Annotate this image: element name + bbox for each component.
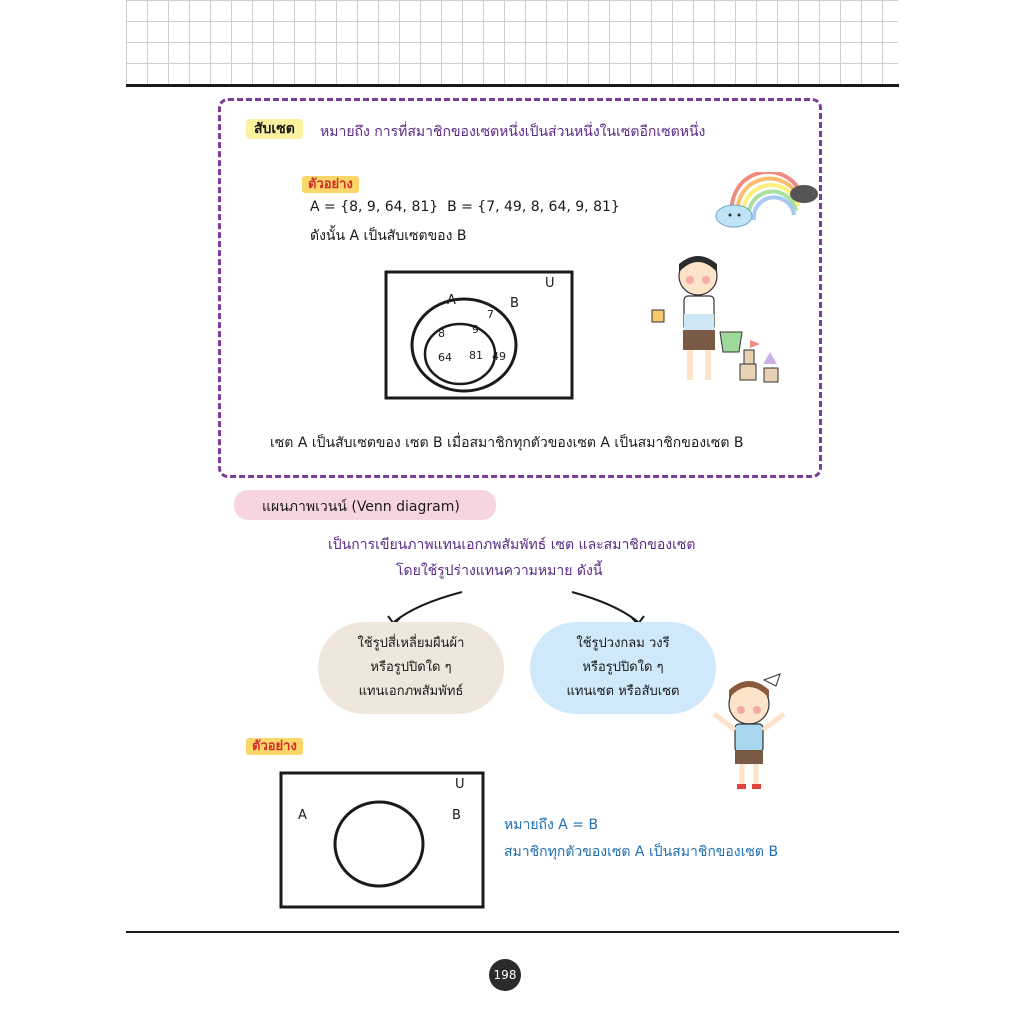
element-7: 7 <box>487 308 494 321</box>
element-49: 49 <box>492 350 506 363</box>
waving-kid-illustration <box>706 664 792 792</box>
bubble-right-line1: ใช้รูปวงกลม วงรี <box>576 636 670 651</box>
arrow-left <box>394 592 462 622</box>
subset-footer: เซต A เป็นสับเซตของ เซต B เมื่อสมาชิกทุกตัวของเซต A เป็นสมาชิกของเซต B <box>270 435 744 451</box>
venn2-label-a: A <box>298 808 307 823</box>
bubble-left-line2: หรือรูปปิดใด ๆ <box>370 660 452 675</box>
bubble-set-shape <box>530 622 716 714</box>
bubble-universe-shape <box>318 622 504 714</box>
subset-definition: หมายถึง การที่สมาชิกของเซตหนึ่งเป็นส่วนหนึ่งในเซตอีกเซตหนึ่ง <box>320 124 706 140</box>
bubble-left-line1: ใช้รูปสี่เหลี่ยมผืนผ้า <box>357 636 465 651</box>
element-64: 64 <box>438 351 452 364</box>
arrow-right <box>572 592 638 622</box>
top-rule <box>126 84 899 87</box>
element-81: 81 <box>469 349 483 362</box>
venn-example-tag-wrap <box>246 735 303 756</box>
element-9: 9 <box>472 323 479 336</box>
meaning-line1: หมายถึง A = B <box>504 817 599 833</box>
venn-label-a: A <box>447 293 456 308</box>
sets-line: A = {8, 9, 64, 81} B = {7, 49, 8, 64, 9, 81} <box>310 199 620 215</box>
venn-intro-line2: โดยใช้รูปร่างแทนความหมาย ดังนี้ <box>396 563 603 579</box>
subset-term-highlight <box>246 118 303 140</box>
grid-paper-header <box>126 0 898 84</box>
rainbow-cloud-illustration <box>712 172 820 232</box>
subset-term: สับเซต <box>246 119 303 139</box>
subset-example-tag-wrap <box>302 173 359 194</box>
bottom-rule <box>126 931 899 933</box>
meaning-line2: สมาชิกทุกตัวของเซต A เป็นสมาชิกของเซต B <box>504 844 779 860</box>
set-ab-circle <box>335 802 423 886</box>
boy-sandcastle-illustration <box>646 252 786 390</box>
element-8: 8 <box>438 327 445 340</box>
bubble-left-line3: แทนเอกภพสัมพัทธ์ <box>358 684 464 699</box>
venn-label-b: B <box>510 296 519 311</box>
venn-example-tag: ตัวอย่าง <box>246 738 303 755</box>
page-number: 198 <box>489 959 521 991</box>
venn-label-u: U <box>545 276 555 291</box>
subset-conclusion: ดังนั้น A เป็นสับเซตของ B <box>310 228 467 244</box>
venn-intro-line1: เป็นการเขียนภาพแทนเอกภพสัมพัทธ์ เซต และสมาชิกของเซต <box>328 537 696 553</box>
bubble-right-line2: หรือรูปปิดใด ๆ <box>582 660 664 675</box>
venn-heading: แผนภาพเวนน์ (Venn diagram) <box>262 499 460 515</box>
subset-example-tag: ตัวอย่าง <box>302 176 359 193</box>
set-a-circle <box>425 324 495 384</box>
venn2-label-u: U <box>455 777 465 792</box>
bubble-right-line3: แทนเซต หรือสับเซต <box>566 684 680 699</box>
venn2-label-b: B <box>452 808 461 823</box>
